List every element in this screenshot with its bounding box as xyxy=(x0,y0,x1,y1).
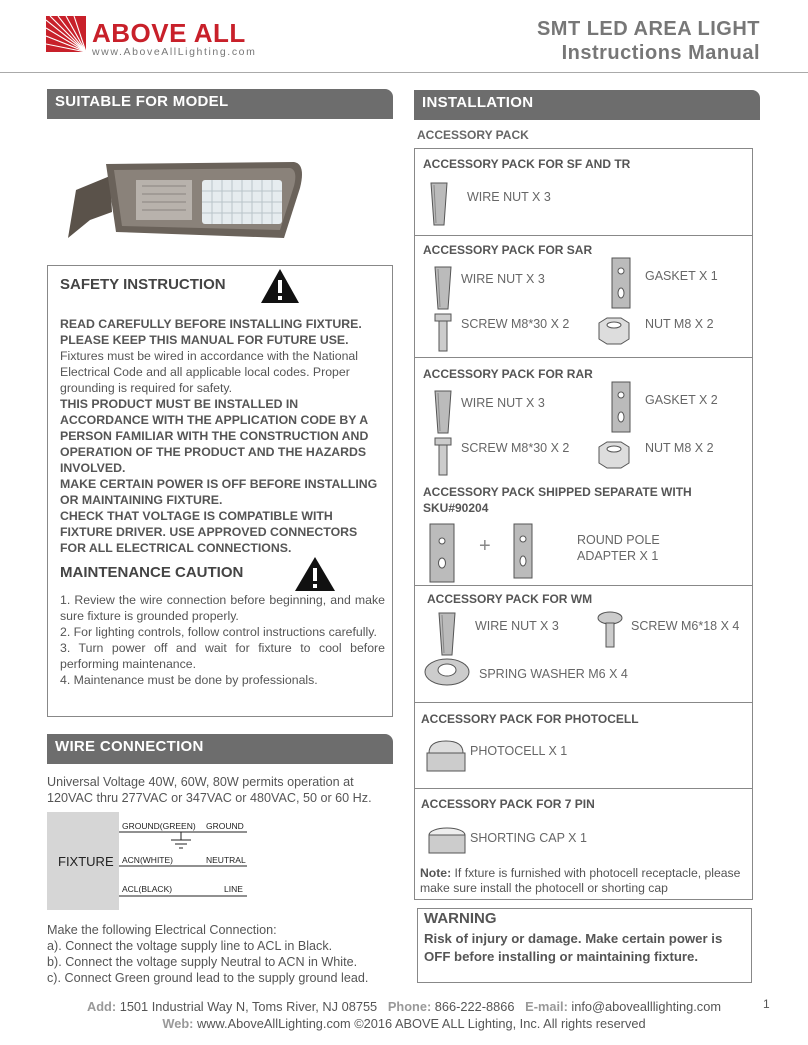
item-label: SCREW M6*18 X 4 xyxy=(631,619,740,633)
pack-title: ACCESSORY PACK FOR RAR xyxy=(423,367,593,381)
item-label: WIRE NUT X 3 xyxy=(467,190,551,204)
wire-right-label: LINE xyxy=(224,884,243,894)
warning-triangle-icon xyxy=(260,268,300,309)
item-label: ROUND POLE xyxy=(577,533,660,547)
wire-left-label: ACL(BLACK) xyxy=(122,884,173,894)
safety-title: SAFETY INSTRUCTION xyxy=(60,276,226,293)
brand-url[interactable]: www.AboveAllLighting.com xyxy=(92,46,257,58)
divider xyxy=(415,585,752,586)
pack-title: ACCESSORY PACK FOR 7 PIN xyxy=(421,797,595,811)
header-divider xyxy=(0,72,808,73)
item-label: SCREW M8*30 X 2 xyxy=(461,441,570,455)
wire-connection-header: WIRE CONNECTION xyxy=(47,734,393,764)
maintenance-item: 2. For lighting controls, follow control instructions carefully. xyxy=(60,625,377,639)
wire-right-label: NEUTRAL xyxy=(206,855,246,865)
wire-left-label: ACN(WHITE) xyxy=(122,855,173,865)
page-number: 1 xyxy=(763,997,770,1011)
pack-title: ACCESSORY PACK FOR WM xyxy=(427,592,593,606)
item-label: WIRE NUT X 3 xyxy=(461,272,545,286)
item-label: SHORTING CAP X 1 xyxy=(470,831,587,845)
warning-text: Risk of injury or damage. Make certain power is OFF before installing or maintaining fixture. xyxy=(424,931,723,964)
plus-sign: + xyxy=(479,535,491,557)
installation-header: INSTALLATION xyxy=(414,90,760,120)
accessory-box xyxy=(414,148,753,703)
divider xyxy=(415,235,752,236)
fixture-image xyxy=(62,150,312,245)
gasket-icon xyxy=(611,381,631,438)
address-label: Add: xyxy=(87,999,117,1014)
accessory-pack-label: ACCESSORY PACK xyxy=(417,128,529,142)
safety-text-2: Fixtures must be wired in accordance with the National Electrical Code and all applicable local codes. Proper grounding is required for safety. xyxy=(60,349,358,395)
safety-box xyxy=(47,265,393,717)
warning-triangle-icon xyxy=(294,556,336,597)
voltage-text: Universal Voltage 40W, 60W, 80W permits operation at 120VAC thru 277VAC or 347VAC or 480VAC, 50 or 60 Hz. xyxy=(47,775,372,805)
item-label: WIRE NUT X 3 xyxy=(461,396,545,410)
photocell-box xyxy=(414,702,753,789)
wire-nut-icon xyxy=(427,181,451,232)
page-subtitle: Instructions Manual xyxy=(561,42,760,64)
item-label: SCREW M8*30 X 2 xyxy=(461,317,570,331)
email-label: E-mail: xyxy=(525,999,568,1014)
screw-icon xyxy=(597,611,623,654)
step-item: c). Connect Green ground lead to the supply ground lead. xyxy=(47,971,369,985)
shorting-cap-icon xyxy=(425,825,469,864)
maintenance-item: 3. Turn power off and wait for fixture to cool before performing maintenance. xyxy=(60,641,385,671)
fixture-label: FIXTURE xyxy=(58,854,114,869)
pack-title: ACCESSORY PACK FOR PHOTOCELL xyxy=(421,712,639,726)
photocell-icon xyxy=(425,739,467,780)
pack-title: ACCESSORY PACK FOR SF AND TR xyxy=(423,157,631,171)
steps-title: Make the following Electrical Connection: xyxy=(47,923,277,937)
safety-text-5: CHECK THAT VOLTAGE IS COMPATIBLE WITH FIXTURE DRIVER. USE APPROVED CONNECTORS FOR ALL ELECTRICAL CONNECTIONS. xyxy=(60,509,358,555)
maintenance-item: 4. Maintenance must be done by professionals. xyxy=(60,673,318,687)
adapter-plate-icon xyxy=(429,523,455,588)
screw-icon xyxy=(433,313,453,358)
seven-pin-box xyxy=(414,788,753,900)
spring-washer-icon xyxy=(423,657,471,692)
step-item: b). Connect the voltage supply Neutral to ACN in White. xyxy=(47,955,358,969)
divider xyxy=(415,357,752,358)
item-label: GASKET X 2 xyxy=(645,393,718,407)
wire-right-label: GROUND xyxy=(206,821,244,831)
gasket-icon xyxy=(611,257,631,314)
safety-text-4: MAKE CERTAIN POWER IS OFF BEFORE INSTALLING OR MAINTAINING FIXTURE. xyxy=(60,477,378,507)
wire-left-label: GROUND(GREEN) xyxy=(122,821,196,831)
item-label: PHOTOCELL X 1 xyxy=(470,744,568,758)
safety-text-1: READ CAREFULLY BEFORE INSTALLING FIXTURE. PLEASE KEEP THIS MANUAL FOR FUTURE USE. xyxy=(60,317,362,347)
phone: 866-222-8866 xyxy=(434,999,515,1014)
web-label: Web: xyxy=(162,1016,194,1031)
phone-label: Phone: xyxy=(387,999,432,1014)
wire-nut-icon xyxy=(435,611,459,662)
item-label: SPRING WASHER M6 X 4 xyxy=(479,667,628,681)
maintenance-item: 1. Review the wire connection before beginning, and make sure fixture is grounded properly. xyxy=(60,593,385,623)
nut-icon xyxy=(597,441,631,474)
note-body: If fxture is furnished with photocell receptacle, please make sure install the photocell or shorting cap xyxy=(420,866,741,895)
wire-nut-icon xyxy=(431,389,455,440)
pack-title: ACCESSORY PACK FOR SAR xyxy=(423,243,593,257)
safety-text-3: THIS PRODUCT MUST BE INSTALLED IN ACCORDANCE WITH THE APPLICATION CODE BY A PERSON FAMILIAR WITH THE CONSTRUCTION AND OPERATION OF THE PRODUCT AND THE HAZARDS INVOLVED. xyxy=(60,397,369,475)
item-label: WIRE NUT X 3 xyxy=(475,619,559,633)
page-title: SMT LED AREA LIGHT xyxy=(536,18,760,40)
screw-icon xyxy=(433,437,453,482)
footer-line-1 xyxy=(0,999,808,1014)
address: 1501 Industrial Way N, Toms River, NJ 08755 xyxy=(119,999,378,1014)
maintenance-title: MAINTENANCE CAUTION xyxy=(60,564,244,581)
item-label: NUT M8 X 2 xyxy=(645,441,714,455)
warning-title: WARNING xyxy=(424,910,497,927)
note-label: Note: xyxy=(420,866,452,880)
item-label: NUT M8 X 2 xyxy=(645,317,714,331)
suitable-model-header: SUITABLE FOR MODEL xyxy=(47,89,393,119)
logo-mark xyxy=(46,16,86,52)
step-item: a). Connect the voltage supply line to ACL in Black. xyxy=(47,939,333,953)
nut-icon xyxy=(597,317,631,350)
connection-steps xyxy=(47,922,392,986)
note-text xyxy=(420,866,745,896)
item-label: ADAPTER X 1 xyxy=(577,549,659,563)
gasket-icon xyxy=(513,523,533,584)
pack-title: ACCESSORY PACK SHIPPED SEPARATE WITH SKU#90204 xyxy=(423,485,692,515)
brand-name: ABOVE ALL xyxy=(92,18,246,48)
wire-nut-icon xyxy=(431,265,455,316)
email-link[interactable]: info@abovealllighting.com xyxy=(571,999,721,1014)
item-label: GASKET X 1 xyxy=(645,269,718,283)
warning-box xyxy=(417,908,752,983)
web-link[interactable]: www.AboveAllLighting.com ©2016 ABOVE ALL Lighting, Inc. All rights reserved xyxy=(197,1016,646,1031)
footer-line-2 xyxy=(0,1016,808,1031)
